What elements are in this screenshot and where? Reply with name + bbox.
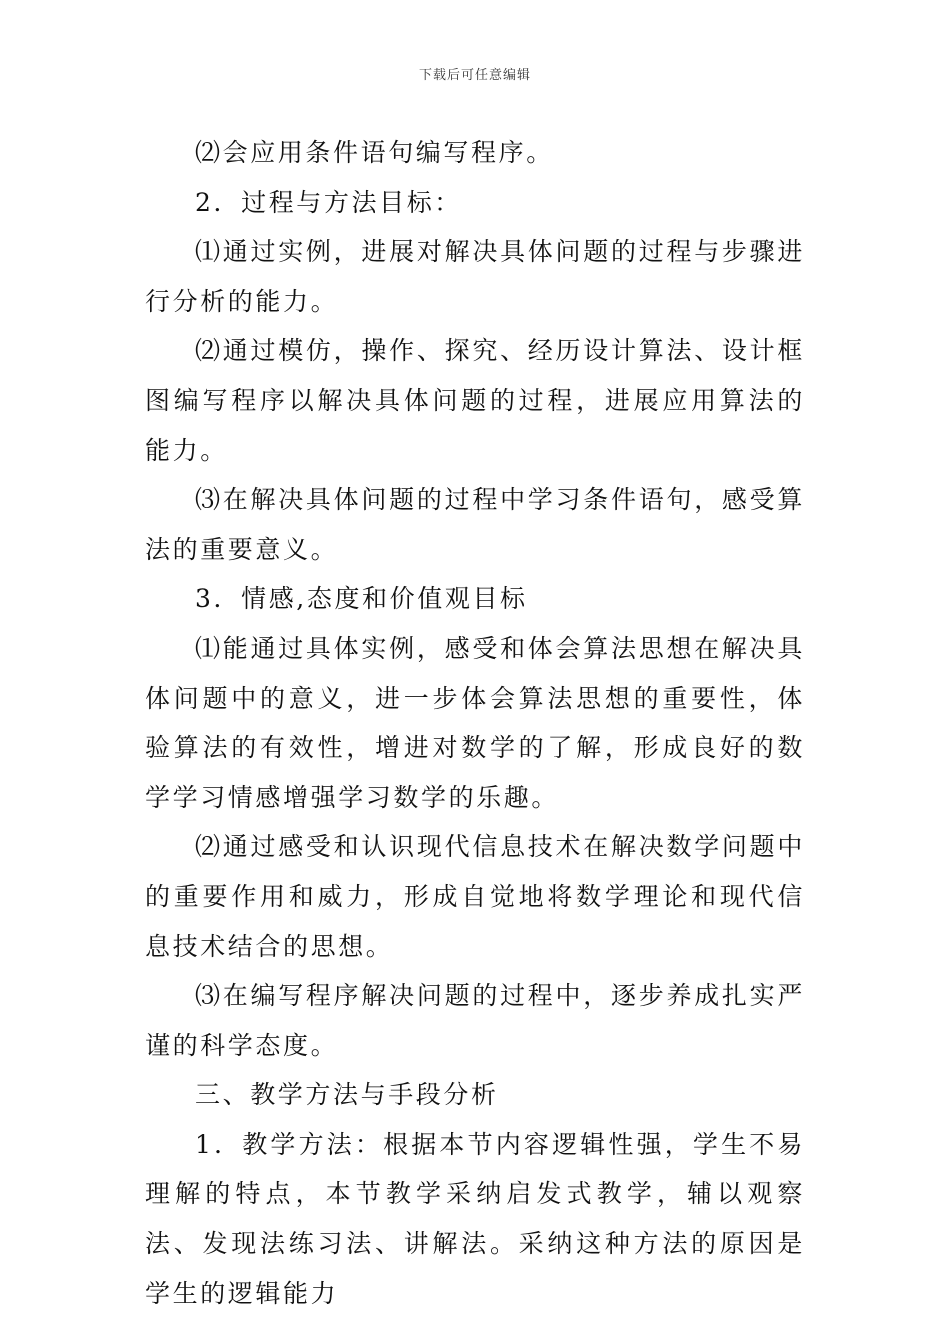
paragraph: ⑶在编写程序解决问题的过程中，逐步养成扎实严谨的科学态度。 <box>145 981 805 1060</box>
paragraph: ⑵通过感受和认识现代信息技术在解决数学问题中的重要作用和威力，形成自觉地将数学理论和现代信息技术结合的思想。 <box>145 832 805 961</box>
document-body <box>145 128 805 1318</box>
header-note: 下载后可任意编辑 <box>418 68 531 83</box>
paragraph: ⑵会应用条件语句编写程序。 <box>195 138 554 167</box>
section-heading: 2．过程与方法目标： <box>195 187 462 217</box>
paragraph: ⑶在解决具体问题的过程中学习条件语句，感受算法的重要意义。 <box>145 485 805 564</box>
paragraph: ⑵通过模仿，操作、探究、经历设计算法、设计框图编写程序以解决具体问题的过程，进展应用算法的能力。 <box>145 336 805 465</box>
section-heading: 三、教学方法与手段分析 <box>195 1080 499 1110</box>
paragraph: ⑴能通过具体实例，感受和体会算法思想在解决具体问题中的意义，进一步体会算法思想的重要性，体验算法的有效性，增进对数学的了解，形成良好的数学学习情感增强学习数学的乐趣。 <box>145 633 805 812</box>
section-heading: 3．情感,态度和价值观目标 <box>195 584 528 614</box>
paragraph: ⑴通过实例，进展对解决具体问题的过程与步骤进行分析的能力。 <box>145 237 805 316</box>
paragraph: 1．教学方法：根据本节内容逻辑性强，学生不易理解的特点，本节教学采纳启发式教学，辅以观察法、发现法练习法、讲解法。采纳这种方法的原因是学生的逻辑能力 <box>145 1129 805 1308</box>
